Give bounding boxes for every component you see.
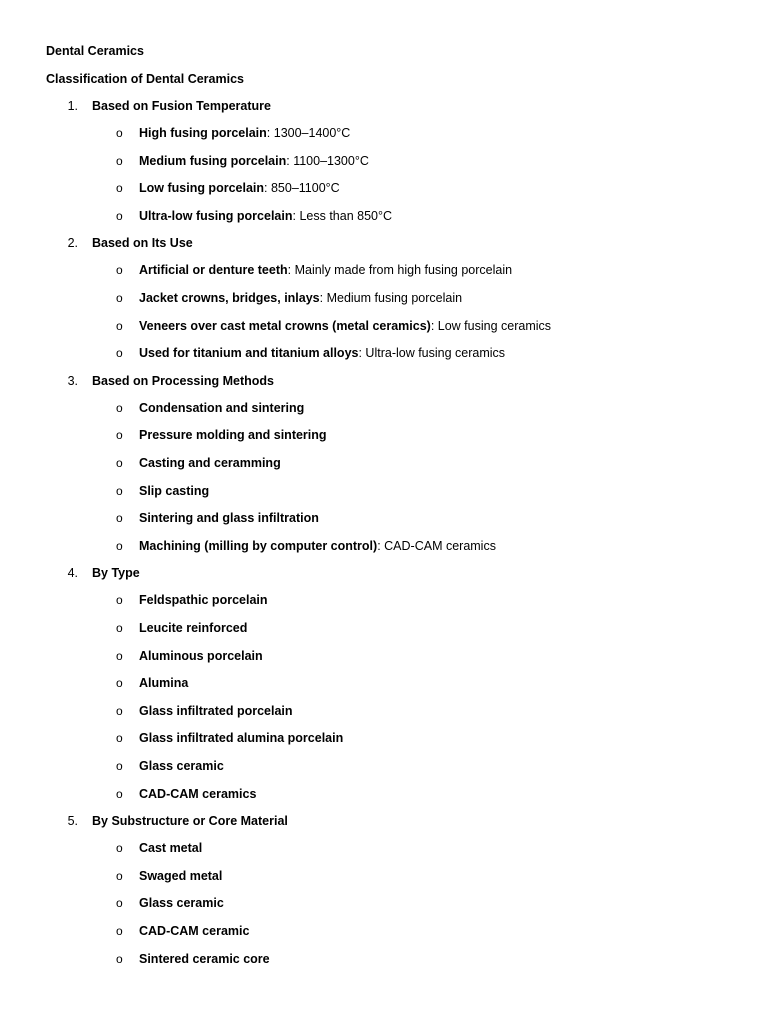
section-heading: By Type <box>92 566 140 581</box>
document-title: Dental Ceramics <box>46 44 144 58</box>
bullet-marker: o <box>116 896 123 911</box>
list-item-detail: : Low fusing ceramics <box>430 318 552 333</box>
bullet-marker: o <box>116 208 123 223</box>
list-item <box>139 895 224 911</box>
list-item-detail: : Less than 850°C <box>292 208 393 223</box>
bullet-marker: o <box>116 511 123 526</box>
section-number: 5. <box>67 814 78 829</box>
list-item-label: Alumina <box>139 676 189 691</box>
bullet-marker: o <box>116 648 123 663</box>
list-item <box>139 125 350 141</box>
list-item <box>139 483 209 499</box>
list-item-label: Glass ceramic <box>139 896 224 911</box>
bullet-marker: o <box>116 924 123 938</box>
list-item-label: Medium fusing porcelain <box>139 153 287 168</box>
bullet-marker: o <box>116 126 123 140</box>
list-item-label: Artificial or denture teeth <box>139 263 288 278</box>
bullet-marker: o <box>116 841 123 856</box>
list-item <box>139 923 249 939</box>
list-item-detail: : Ultra-low fusing ceramics <box>358 346 506 361</box>
bullet-marker: o <box>116 428 123 443</box>
bullet-marker: o <box>116 593 123 608</box>
list-item <box>139 648 263 664</box>
list-item-label: Machining (milling by computer control) <box>139 538 378 553</box>
list-item-label: Jacket crowns, bridges, inlays <box>139 291 320 305</box>
bullet-marker: o <box>116 263 123 278</box>
list-item <box>139 180 340 196</box>
list-item-label: CAD-CAM ceramics <box>139 786 257 801</box>
list-item <box>139 786 256 802</box>
list-item-detail: : 1100–1300°C <box>286 153 369 168</box>
bullet-marker: o <box>116 621 123 635</box>
section-number: 3. <box>67 373 78 388</box>
list-item-detail: : Mainly made from high fusing porcelain <box>287 263 513 278</box>
section-heading: Based on Its Use <box>92 236 193 251</box>
section-number: 4. <box>67 566 78 581</box>
list-item-label: Cast metal <box>139 841 203 856</box>
bullet-marker: o <box>116 676 123 691</box>
list-item-label: Feldspathic porcelain <box>139 593 268 608</box>
list-item <box>139 262 512 278</box>
bullet-marker: o <box>116 759 123 773</box>
list-item-label: Aluminous porcelain <box>139 648 263 663</box>
list-item <box>139 868 222 884</box>
bullet-marker: o <box>116 731 123 746</box>
list-item-label: Pressure molding and sintering <box>139 428 327 443</box>
section-heading: By Substructure or Core Material <box>92 814 288 829</box>
list-item <box>139 153 369 169</box>
list-item-label: Glass ceramic <box>139 759 224 773</box>
list-item-label: Condensation and sintering <box>139 400 305 415</box>
list-item <box>139 840 202 856</box>
list-item-label: Slip casting <box>139 483 210 498</box>
list-item <box>139 318 551 334</box>
list-item <box>139 730 343 746</box>
list-item <box>139 427 327 443</box>
list-item <box>139 455 281 471</box>
list-item-label: Glass infiltrated alumina porcelain <box>139 731 344 746</box>
list-item-label: Casting and ceramming <box>139 456 281 470</box>
bullet-marker: o <box>116 318 123 333</box>
bullet-marker: o <box>116 153 123 168</box>
list-item-label: Glass infiltrated porcelain <box>139 703 293 718</box>
bullet-marker: o <box>116 181 123 196</box>
list-item <box>139 620 247 636</box>
list-item <box>139 758 224 774</box>
list-item-detail: : 850–1100°C <box>264 181 340 196</box>
list-item-label: Leucite reinforced <box>139 621 248 635</box>
section-number: 1. <box>67 99 78 113</box>
list-item <box>139 345 505 361</box>
list-item <box>139 951 270 967</box>
list-item-label: Low fusing porcelain <box>139 181 265 196</box>
list-item-detail: : Medium fusing porcelain <box>319 291 463 305</box>
list-item-label: Swaged metal <box>139 868 223 883</box>
bullet-marker: o <box>116 786 123 801</box>
list-item-detail: : CAD-CAM ceramics <box>377 538 496 553</box>
list-item-detail: : 1300–1400°C <box>266 126 351 140</box>
list-item <box>139 290 462 306</box>
bullet-marker: o <box>116 951 123 966</box>
list-item <box>139 592 268 608</box>
list-item <box>139 208 392 224</box>
bullet-marker: o <box>116 346 123 361</box>
list-item-label: Veneers over cast metal crowns (metal ceramics) <box>139 318 431 333</box>
section-heading: Based on Fusion Temperature <box>92 99 271 113</box>
bullet-marker: o <box>116 538 123 553</box>
list-item <box>139 538 496 554</box>
list-item-label: CAD-CAM ceramic <box>139 924 250 938</box>
list-item-label: High fusing porcelain <box>139 126 267 140</box>
bullet-marker: o <box>116 703 123 718</box>
list-item <box>139 675 188 691</box>
list-item <box>139 703 293 719</box>
list-item <box>139 400 304 416</box>
list-item-label: Sintering and glass infiltration <box>139 511 319 526</box>
section-number: 2. <box>67 236 78 251</box>
bullet-marker: o <box>116 291 123 305</box>
list-item-label: Ultra-low fusing porcelain <box>139 208 293 223</box>
section-heading: Based on Processing Methods <box>92 373 274 388</box>
bullet-marker: o <box>116 456 123 470</box>
bullet-marker: o <box>116 400 123 415</box>
document-subtitle: Classification of Dental Ceramics <box>46 72 244 86</box>
bullet-marker: o <box>116 868 123 883</box>
bullet-marker: o <box>116 483 123 498</box>
list-item-label: Used for titanium and titanium alloys <box>139 346 359 361</box>
list-item-label: Sintered ceramic core <box>139 951 270 966</box>
list-item <box>139 510 319 526</box>
